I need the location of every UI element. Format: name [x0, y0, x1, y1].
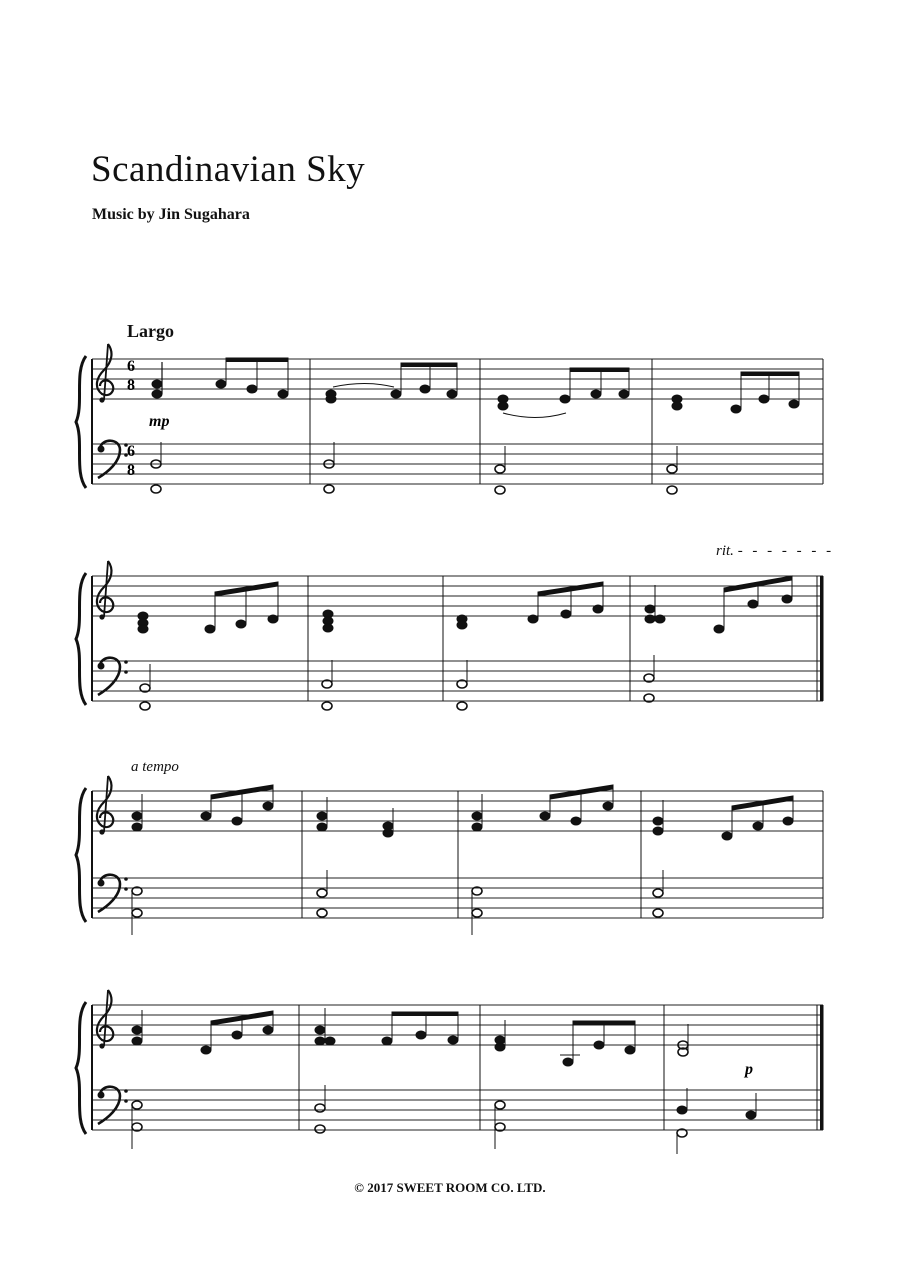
treble-clef-icon: [97, 990, 113, 1049]
dynamic-p: p: [745, 1061, 753, 1078]
treble-clef-icon: [97, 344, 113, 403]
double-barline: [820, 576, 824, 701]
ritardando-marking: rit. - - - - - - -: [716, 543, 835, 559]
brace-icon: [76, 356, 86, 488]
time-sig-numerator: 6: [127, 443, 135, 460]
bass-clef-icon: [98, 1087, 128, 1124]
system-1: [76, 344, 823, 494]
tempo-marking-largo: Largo: [127, 321, 174, 341]
treble-clef-icon: [97, 776, 113, 835]
bass-clef-icon: [98, 658, 128, 695]
brace-icon: [76, 788, 86, 922]
brace-icon: [76, 1002, 86, 1134]
system-3: [76, 776, 823, 935]
time-sig-numerator: 6: [127, 358, 135, 375]
copyright-notice: © 2017 SWEET ROOM CO. LTD.: [354, 1180, 546, 1195]
bass-clef-icon: [98, 441, 128, 478]
time-sig-denominator: 8: [127, 462, 135, 479]
tempo-marking-a-tempo: a tempo: [131, 759, 179, 775]
bass-clef-icon: [98, 875, 128, 912]
double-barline: [820, 1005, 824, 1130]
brace-icon: [76, 573, 86, 705]
system-4: [76, 990, 824, 1154]
dynamic-mp: mp: [149, 413, 170, 430]
page-title: Scandinavian Sky: [91, 149, 366, 190]
time-sig-denominator: 8: [127, 377, 135, 394]
system-2: [76, 561, 824, 710]
composer-credit: Music by Jin Sugahara: [92, 206, 250, 223]
staff-bass: [92, 444, 823, 484]
treble-clef-icon: [97, 561, 113, 620]
